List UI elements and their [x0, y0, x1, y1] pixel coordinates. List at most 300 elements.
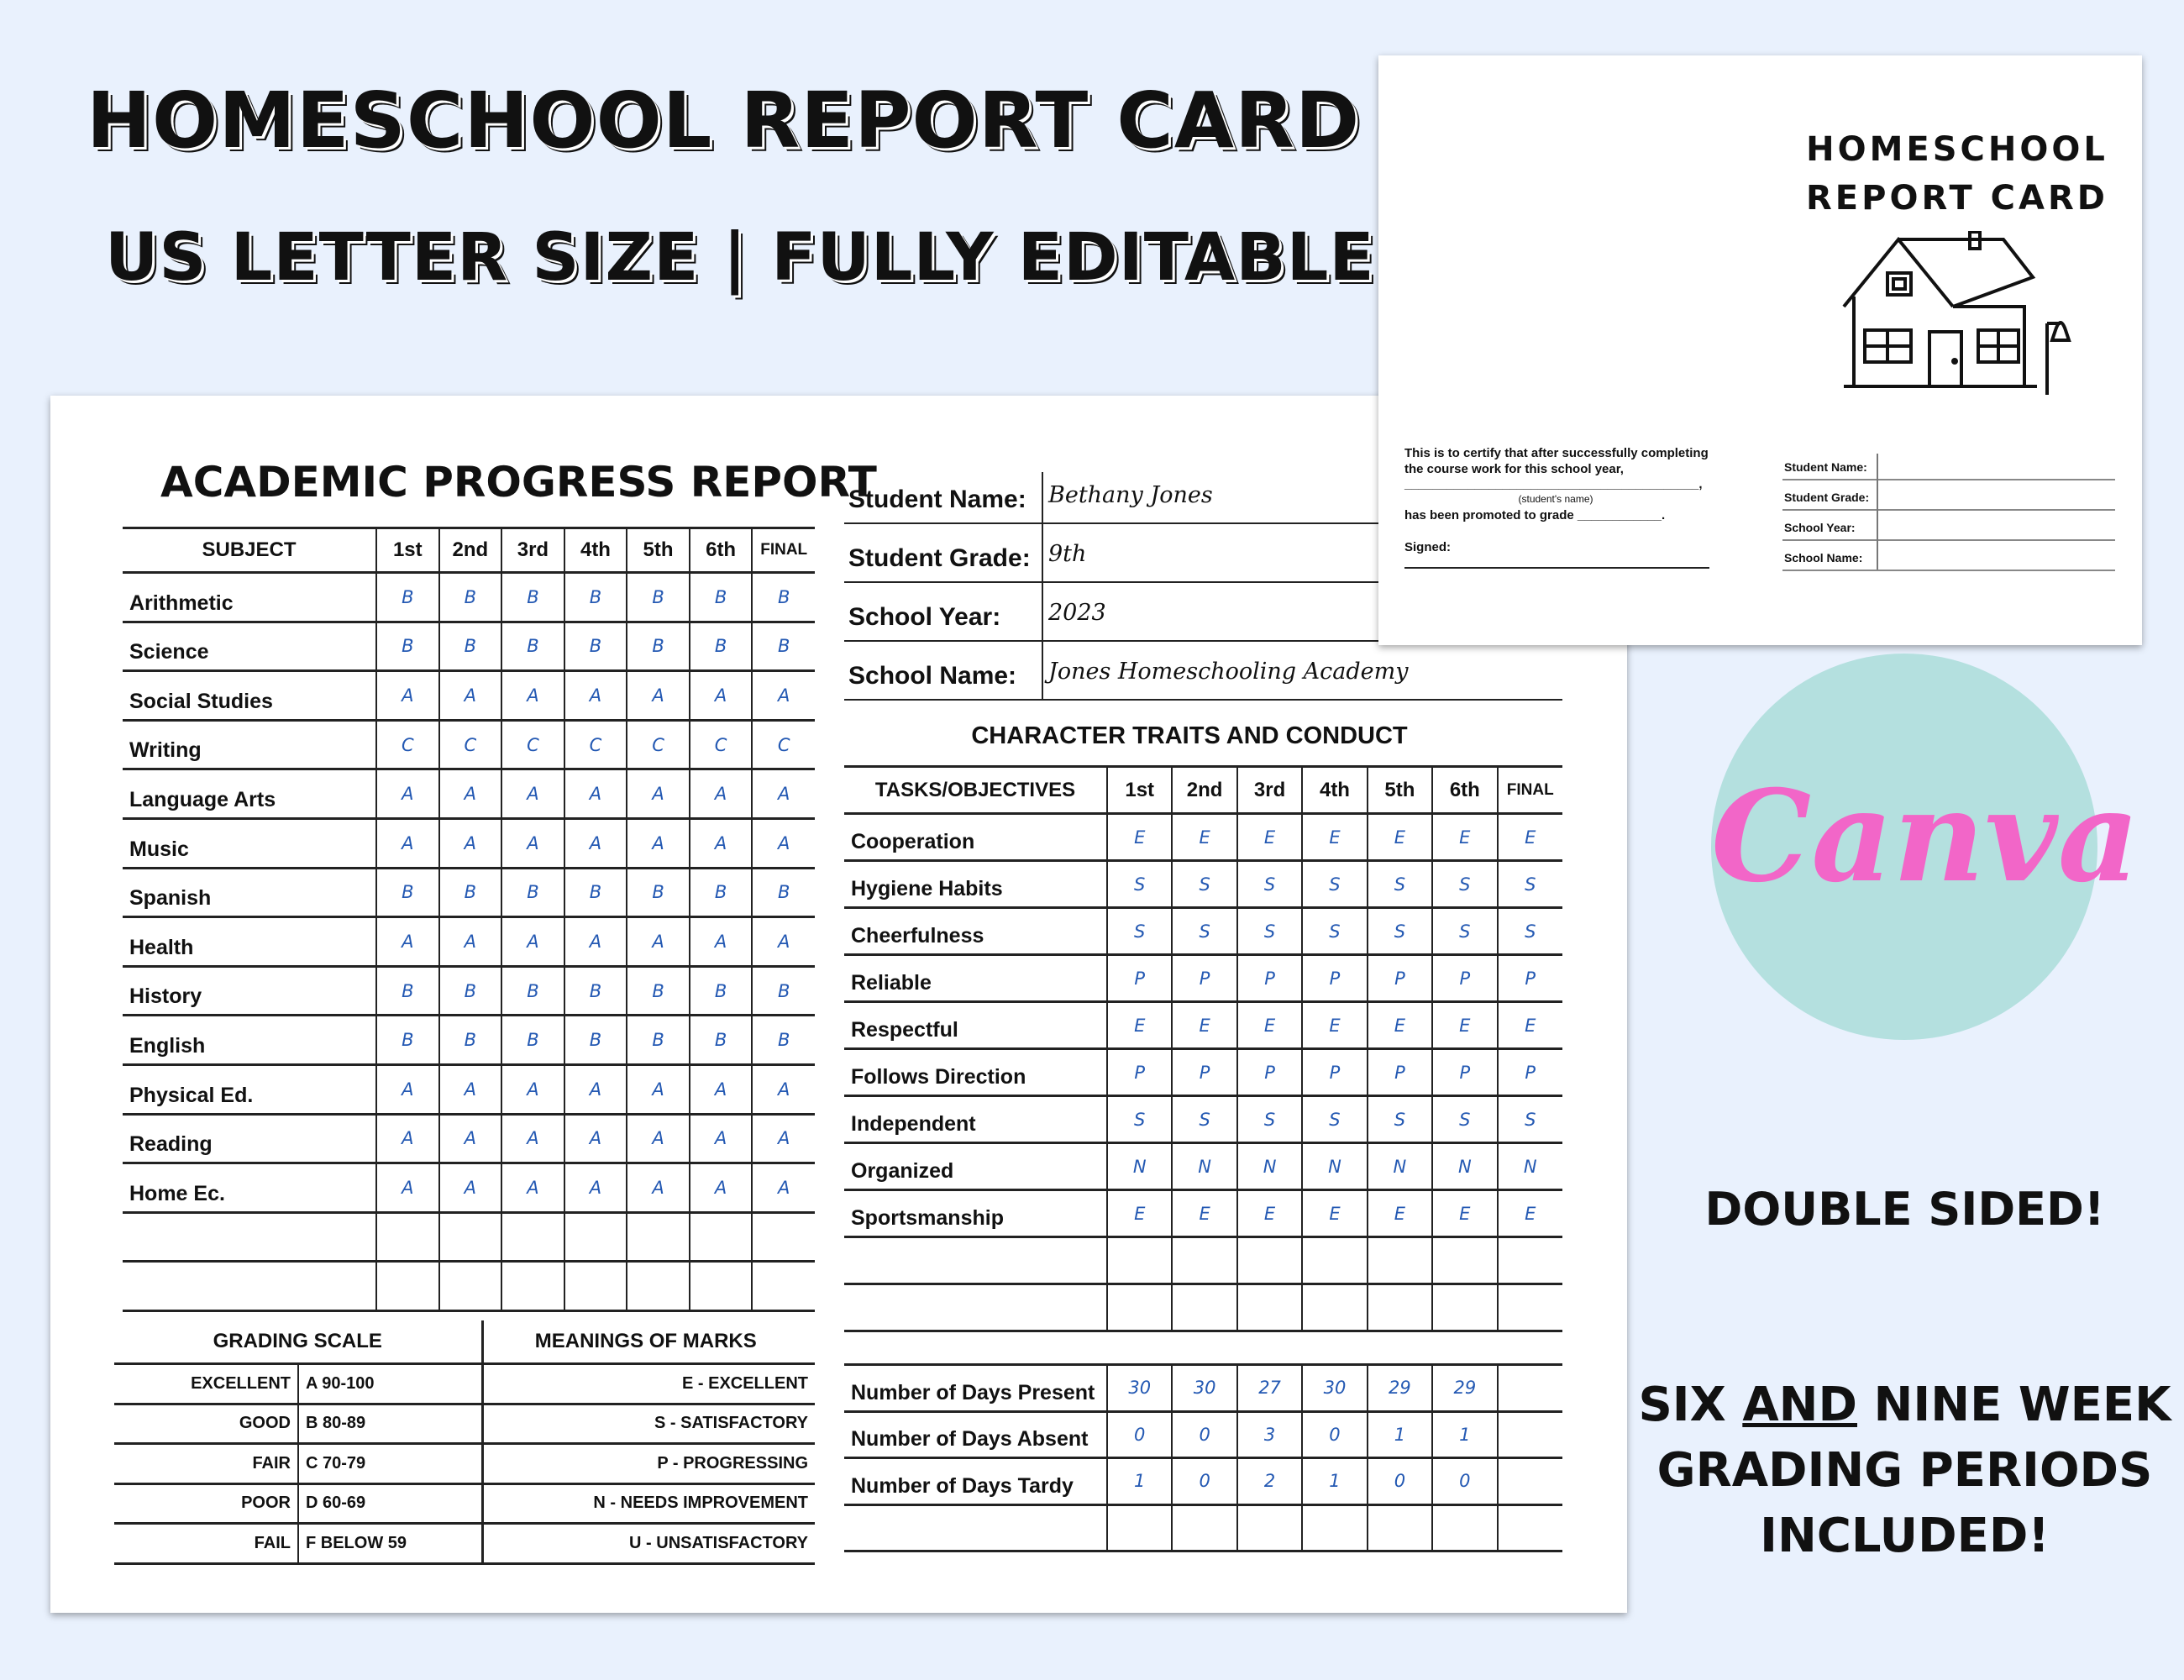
- subject-row-label: Home Ec.: [123, 1163, 376, 1213]
- grade-cell[interactable]: A: [690, 818, 753, 868]
- mark-cell[interactable]: E: [1498, 1002, 1562, 1049]
- grade-cell[interactable]: C: [627, 720, 690, 769]
- mark-cell[interactable]: P: [1107, 1049, 1172, 1096]
- grade-cell[interactable]: B: [627, 1016, 690, 1065]
- subject-row-label: English: [123, 1016, 376, 1065]
- mark-cell[interactable]: E: [1432, 814, 1497, 861]
- mark-cell[interactable]: S: [1107, 908, 1172, 955]
- grading-scale-row: [114, 1404, 815, 1444]
- subject-row-label: Social Studies: [123, 671, 376, 721]
- grade-cell[interactable]: A: [501, 1163, 564, 1213]
- grade-cell[interactable]: B: [690, 868, 753, 917]
- mark-cell[interactable]: P: [1368, 955, 1432, 1002]
- grade-cell[interactable]: C: [376, 720, 439, 769]
- mark-cell[interactable]: N: [1172, 1143, 1236, 1190]
- grade-cell[interactable]: B: [564, 1016, 627, 1065]
- grade-cell[interactable]: B: [439, 868, 502, 917]
- subject-row-label: Language Arts: [123, 769, 376, 819]
- grade-cell[interactable]: A: [439, 671, 502, 721]
- subject-row-label: Music: [123, 818, 376, 868]
- mark-cell[interactable]: E: [1302, 1002, 1367, 1049]
- back-field-label: School Year:: [1784, 521, 1856, 534]
- mark-cell[interactable]: P: [1172, 955, 1236, 1002]
- trait-column-header: TASKS/OBJECTIVES: [844, 767, 1107, 814]
- grade-cell[interactable]: B: [376, 868, 439, 917]
- subject-row: [123, 769, 815, 819]
- attendance-cell[interactable]: [1498, 1365, 1562, 1412]
- mark-cell[interactable]: [1498, 1284, 1562, 1331]
- grade-cell[interactable]: B: [564, 573, 627, 622]
- grade-cell[interactable]: [376, 1212, 439, 1262]
- character-traits-table: [844, 765, 1562, 1332]
- grade-cell[interactable]: [627, 1262, 690, 1311]
- trait-row: [844, 1237, 1562, 1284]
- trait-row: [844, 1284, 1562, 1331]
- mark-cell[interactable]: E: [1237, 814, 1302, 861]
- grade-cell[interactable]: B: [501, 1016, 564, 1065]
- grade-cell[interactable]: A: [564, 1163, 627, 1213]
- grade-cell[interactable]: A: [752, 769, 815, 819]
- trait-row: [844, 1049, 1562, 1096]
- mark-cell[interactable]: S: [1368, 908, 1432, 955]
- subject-column-header: 1st: [376, 528, 439, 573]
- mark-cell[interactable]: [1498, 1237, 1562, 1284]
- grading-periods-line1: [1621, 1378, 2184, 1432]
- mark-cell[interactable]: S: [1237, 908, 1302, 955]
- mark-cell[interactable]: P: [1237, 1049, 1302, 1096]
- grade-cell[interactable]: B: [501, 868, 564, 917]
- grading-scale-table: [114, 1320, 815, 1565]
- mark-cell[interactable]: N: [1432, 1143, 1497, 1190]
- grade-cell[interactable]: C: [501, 720, 564, 769]
- attendance-cell[interactable]: [1498, 1411, 1562, 1458]
- grade-cell[interactable]: A: [564, 671, 627, 721]
- trait-row: [844, 1190, 1562, 1237]
- mark-cell[interactable]: E: [1172, 1190, 1236, 1237]
- attendance-cell[interactable]: 30: [1172, 1365, 1236, 1412]
- mark-cell[interactable]: N: [1302, 1143, 1367, 1190]
- grading-scale-row: [114, 1524, 815, 1564]
- attendance-cell[interactable]: 0: [1302, 1411, 1367, 1458]
- back-fields-divider: [1877, 454, 1878, 570]
- grade-range: C 70-79: [298, 1444, 482, 1484]
- grade-cell[interactable]: A: [564, 818, 627, 868]
- attendance-cell[interactable]: 29: [1432, 1365, 1497, 1412]
- subject-column-header: 5th: [627, 528, 690, 573]
- mark-cell[interactable]: P: [1432, 955, 1497, 1002]
- grade-cell[interactable]: [501, 1212, 564, 1262]
- grade-cell[interactable]: B: [690, 1016, 753, 1065]
- grade-cell[interactable]: A: [752, 1163, 815, 1213]
- grade-cell[interactable]: B: [690, 966, 753, 1016]
- grade-cell[interactable]: B: [501, 573, 564, 622]
- mark-cell[interactable]: [1107, 1284, 1172, 1331]
- grade-cell[interactable]: A: [690, 1064, 753, 1114]
- mark-cell[interactable]: N: [1498, 1143, 1562, 1190]
- back-title-line2: REPORT CARD: [1806, 179, 2108, 218]
- grade-cell[interactable]: A: [752, 818, 815, 868]
- subject-row: [123, 868, 815, 917]
- grade-cell[interactable]: A: [627, 1114, 690, 1163]
- grade-cell[interactable]: A: [627, 1064, 690, 1114]
- mark-cell[interactable]: N: [1107, 1143, 1172, 1190]
- grade-cell[interactable]: A: [564, 769, 627, 819]
- grade-label: EXCELLENT: [114, 1364, 298, 1404]
- grade-cell[interactable]: B: [627, 573, 690, 622]
- mark-cell[interactable]: S: [1302, 1096, 1367, 1143]
- mark-cell[interactable]: S: [1498, 1096, 1562, 1143]
- subject-row-label: History: [123, 966, 376, 1016]
- grading-periods-line2: GRADING PERIODS: [1656, 1443, 2153, 1498]
- grade-cell[interactable]: [564, 1212, 627, 1262]
- trait-row: [844, 814, 1562, 861]
- attendance-row: [844, 1458, 1562, 1505]
- attendance-cell[interactable]: 0: [1432, 1458, 1497, 1505]
- trait-row-label: Cooperation: [844, 814, 1107, 861]
- grade-cell[interactable]: A: [752, 1064, 815, 1114]
- schoolhouse-icon: [1835, 231, 2079, 395]
- subject-row-label: Physical Ed.: [123, 1064, 376, 1114]
- grade-cell[interactable]: A: [501, 1064, 564, 1114]
- grade-cell[interactable]: A: [752, 671, 815, 721]
- back-field-line[interactable]: [1782, 479, 2115, 480]
- subject-row: [123, 917, 815, 967]
- grade-cell[interactable]: B: [627, 622, 690, 671]
- attendance-cell[interactable]: [1498, 1504, 1562, 1551]
- mark-cell[interactable]: E: [1498, 814, 1562, 861]
- subject-row-label: Spanish: [123, 868, 376, 917]
- grade-cell[interactable]: [690, 1262, 753, 1311]
- trait-column-header: FINAL: [1498, 767, 1562, 814]
- mark-cell[interactable]: S: [1498, 861, 1562, 908]
- grade-cell[interactable]: C: [564, 720, 627, 769]
- mark-meaning: U - UNSATISFACTORY: [482, 1524, 815, 1564]
- grade-cell[interactable]: B: [564, 622, 627, 671]
- mark-cell[interactable]: E: [1368, 814, 1432, 861]
- attendance-cell[interactable]: 1: [1107, 1458, 1172, 1505]
- and-text: AND: [1742, 1378, 1858, 1432]
- attendance-cell[interactable]: 27: [1237, 1365, 1302, 1412]
- grade-cell[interactable]: B: [501, 622, 564, 671]
- grade-cell[interactable]: [439, 1212, 502, 1262]
- grade-cell[interactable]: B: [376, 966, 439, 1016]
- trait-row-label: Sportsmanship: [844, 1190, 1107, 1237]
- mark-cell[interactable]: [1432, 1237, 1497, 1284]
- grade-cell[interactable]: A: [376, 1163, 439, 1213]
- promoted-text: has been promoted to grade ____________.: [1404, 508, 1666, 522]
- grade-cell[interactable]: A: [439, 1114, 502, 1163]
- attendance-cell[interactable]: 1: [1432, 1411, 1497, 1458]
- trait-row: [844, 1096, 1562, 1143]
- attendance-table: [844, 1363, 1562, 1552]
- mark-cell[interactable]: [1302, 1284, 1367, 1331]
- attendance-cell[interactable]: [1302, 1504, 1367, 1551]
- student-info-line: [844, 699, 1562, 701]
- grade-cell[interactable]: A: [627, 769, 690, 819]
- mark-cell[interactable]: [1237, 1237, 1302, 1284]
- grade-cell[interactable]: [752, 1212, 815, 1262]
- character-traits-title: CHARACTER TRAITS AND CONDUCT: [971, 722, 1408, 749]
- mark-cell[interactable]: S: [1498, 908, 1562, 955]
- mark-cell[interactable]: E: [1498, 1190, 1562, 1237]
- attendance-cell[interactable]: 1: [1368, 1411, 1432, 1458]
- grade-cell[interactable]: B: [501, 966, 564, 1016]
- mark-cell[interactable]: [1107, 1237, 1172, 1284]
- grade-cell[interactable]: A: [627, 917, 690, 967]
- student-info-value[interactable]: Bethany Jones: [1048, 482, 1213, 508]
- grade-cell[interactable]: A: [690, 1114, 753, 1163]
- mark-cell[interactable]: P: [1368, 1049, 1432, 1096]
- trait-row: [844, 1143, 1562, 1190]
- grade-cell[interactable]: A: [439, 818, 502, 868]
- mark-cell[interactable]: S: [1172, 1096, 1236, 1143]
- grade-cell[interactable]: B: [690, 573, 753, 622]
- mark-cell[interactable]: E: [1432, 1190, 1497, 1237]
- canva-logo: [1711, 654, 2139, 1040]
- attendance-cell[interactable]: [1172, 1504, 1236, 1551]
- grade-cell[interactable]: A: [376, 671, 439, 721]
- attendance-row-label: [844, 1504, 1107, 1551]
- attendance-cell[interactable]: 3: [1237, 1411, 1302, 1458]
- grade-cell[interactable]: A: [690, 917, 753, 967]
- grade-cell[interactable]: [376, 1262, 439, 1311]
- grade-cell[interactable]: [627, 1212, 690, 1262]
- grade-cell[interactable]: B: [439, 573, 502, 622]
- subject-row: [123, 1212, 815, 1262]
- mark-cell[interactable]: S: [1432, 908, 1497, 955]
- grade-cell[interactable]: A: [376, 1064, 439, 1114]
- subject-row-label: Science: [123, 622, 376, 671]
- grade-cell[interactable]: A: [376, 917, 439, 967]
- subject-column-header: 3rd: [501, 528, 564, 573]
- mark-cell[interactable]: P: [1237, 955, 1302, 1002]
- grade-cell[interactable]: A: [752, 1114, 815, 1163]
- mark-cell[interactable]: S: [1432, 861, 1497, 908]
- grade-cell[interactable]: B: [627, 966, 690, 1016]
- grade-range: F BELOW 59: [298, 1524, 482, 1564]
- attendance-cell[interactable]: 1: [1302, 1458, 1367, 1505]
- mark-cell[interactable]: S: [1237, 1096, 1302, 1143]
- grade-cell[interactable]: A: [564, 1114, 627, 1163]
- attendance-cell[interactable]: [1107, 1504, 1172, 1551]
- subject-column-header: SUBJECT: [123, 528, 376, 573]
- grade-cell[interactable]: A: [501, 818, 564, 868]
- certify-text: This is to certify that after successfully completing the course work for this school year,: [1404, 446, 1709, 476]
- mark-cell[interactable]: N: [1237, 1143, 1302, 1190]
- grade-label: FAIL: [114, 1524, 298, 1564]
- mark-cell[interactable]: P: [1107, 955, 1172, 1002]
- mark-cell[interactable]: E: [1237, 1002, 1302, 1049]
- canva-logo-text: Canva: [1711, 763, 2139, 911]
- grade-cell[interactable]: B: [752, 622, 815, 671]
- attendance-cell[interactable]: 0: [1172, 1458, 1236, 1505]
- mark-cell[interactable]: P: [1498, 1049, 1562, 1096]
- back-title-line1: HOMESCHOOL: [1806, 130, 2108, 169]
- student-info-label: Student Grade:: [848, 544, 1031, 572]
- attendance-cell[interactable]: 2: [1237, 1458, 1302, 1505]
- grade-cell[interactable]: B: [627, 868, 690, 917]
- attendance-cell[interactable]: 0: [1172, 1411, 1236, 1458]
- mark-cell[interactable]: P: [1302, 1049, 1367, 1096]
- mark-cell[interactable]: E: [1237, 1190, 1302, 1237]
- grade-cell[interactable]: B: [690, 622, 753, 671]
- student-info-label: School Year:: [848, 603, 1001, 631]
- student-info-value[interactable]: 9th: [1048, 541, 1087, 567]
- mark-cell[interactable]: P: [1172, 1049, 1236, 1096]
- mark-cell[interactable]: [1368, 1237, 1432, 1284]
- trait-column-header: 5th: [1368, 767, 1432, 814]
- grade-cell[interactable]: C: [690, 720, 753, 769]
- grade-cell[interactable]: A: [376, 1114, 439, 1163]
- mark-cell[interactable]: [1172, 1237, 1236, 1284]
- mark-cell[interactable]: E: [1368, 1002, 1432, 1049]
- trait-row-label: [844, 1284, 1107, 1331]
- grade-cell[interactable]: A: [376, 818, 439, 868]
- mark-cell[interactable]: P: [1498, 955, 1562, 1002]
- subject-row-label: Health: [123, 917, 376, 967]
- mark-cell[interactable]: P: [1432, 1049, 1497, 1096]
- grade-cell[interactable]: [690, 1212, 753, 1262]
- grade-cell[interactable]: A: [564, 917, 627, 967]
- grade-cell[interactable]: [564, 1262, 627, 1311]
- six-text: SIX: [1638, 1378, 1743, 1432]
- subject-row: [123, 966, 815, 1016]
- grade-cell[interactable]: [501, 1262, 564, 1311]
- trait-column-header: 4th: [1302, 767, 1367, 814]
- mark-cell[interactable]: S: [1107, 861, 1172, 908]
- grade-cell[interactable]: B: [752, 868, 815, 917]
- mark-cell[interactable]: E: [1107, 1002, 1172, 1049]
- meanings-title: MEANINGS OF MARKS: [482, 1320, 815, 1364]
- mark-cell[interactable]: E: [1107, 1190, 1172, 1237]
- mark-cell[interactable]: [1237, 1284, 1302, 1331]
- attendance-cell[interactable]: 0: [1368, 1458, 1432, 1505]
- grade-cell[interactable]: A: [690, 671, 753, 721]
- signed-label: Signed:: [1404, 540, 1451, 554]
- mark-cell[interactable]: N: [1368, 1143, 1432, 1190]
- attendance-cell[interactable]: 29: [1368, 1365, 1432, 1412]
- subject-row: [123, 1163, 815, 1213]
- student-info-value[interactable]: 2023: [1048, 600, 1106, 626]
- mark-cell[interactable]: E: [1302, 814, 1367, 861]
- grade-cell[interactable]: A: [627, 818, 690, 868]
- trait-row-label: Respectful: [844, 1002, 1107, 1049]
- trait-row-label: Hygiene Habits: [844, 861, 1107, 908]
- subject-column-header: 2nd: [439, 528, 502, 573]
- mark-cell[interactable]: S: [1368, 1096, 1432, 1143]
- grade-cell[interactable]: B: [376, 573, 439, 622]
- grade-cell[interactable]: B: [752, 966, 815, 1016]
- grade-cell[interactable]: B: [376, 1016, 439, 1065]
- mark-cell[interactable]: [1172, 1284, 1236, 1331]
- trait-column-header: 3rd: [1237, 767, 1302, 814]
- grade-cell[interactable]: B: [564, 966, 627, 1016]
- mark-cell[interactable]: S: [1432, 1096, 1497, 1143]
- trait-column-header: 2nd: [1172, 767, 1236, 814]
- grade-cell[interactable]: C: [439, 720, 502, 769]
- grade-cell[interactable]: A: [439, 769, 502, 819]
- attendance-cell[interactable]: [1368, 1504, 1432, 1551]
- grade-cell[interactable]: A: [627, 1163, 690, 1213]
- attendance-cell[interactable]: [1432, 1504, 1497, 1551]
- mark-cell[interactable]: E: [1368, 1190, 1432, 1237]
- mark-cell[interactable]: S: [1172, 908, 1236, 955]
- grade-cell[interactable]: A: [690, 1163, 753, 1213]
- mark-cell[interactable]: S: [1302, 908, 1367, 955]
- back-field-line[interactable]: [1782, 539, 2115, 541]
- info-divider: [1042, 472, 1043, 699]
- subject-row: [123, 818, 815, 868]
- student-info-label: School Name:: [848, 662, 1017, 690]
- back-field-line[interactable]: [1782, 570, 2115, 571]
- mark-cell[interactable]: E: [1172, 814, 1236, 861]
- mark-cell[interactable]: [1302, 1237, 1367, 1284]
- trait-row-label: Follows Direction: [844, 1049, 1107, 1096]
- mark-cell[interactable]: S: [1172, 861, 1236, 908]
- student-info-value[interactable]: Jones Homeschooling Academy: [1048, 659, 1409, 685]
- grade-cell[interactable]: A: [752, 917, 815, 967]
- grading-scale-row: [114, 1364, 815, 1404]
- back-field-line[interactable]: [1782, 509, 2115, 511]
- mark-meaning: S - SATISFACTORY: [482, 1404, 815, 1444]
- mark-cell[interactable]: [1368, 1284, 1432, 1331]
- mark-cell[interactable]: E: [1302, 1190, 1367, 1237]
- grade-cell[interactable]: [752, 1262, 815, 1311]
- mark-cell[interactable]: S: [1107, 1096, 1172, 1143]
- attendance-cell[interactable]: 30: [1302, 1365, 1367, 1412]
- grade-label: FAIR: [114, 1444, 298, 1484]
- mark-cell[interactable]: S: [1302, 861, 1367, 908]
- mark-cell[interactable]: E: [1172, 1002, 1236, 1049]
- attendance-cell[interactable]: [1498, 1458, 1562, 1505]
- mark-cell[interactable]: E: [1107, 814, 1172, 861]
- grade-cell[interactable]: B: [564, 868, 627, 917]
- attendance-cell[interactable]: 30: [1107, 1365, 1172, 1412]
- attendance-row: [844, 1365, 1562, 1412]
- student-info-label: Student Name:: [848, 486, 1026, 513]
- grade-cell[interactable]: B: [439, 1016, 502, 1065]
- grade-cell[interactable]: C: [752, 720, 815, 769]
- grade-cell[interactable]: A: [439, 1163, 502, 1213]
- attendance-cell[interactable]: 0: [1107, 1411, 1172, 1458]
- mark-cell[interactable]: S: [1237, 861, 1302, 908]
- grade-cell[interactable]: A: [501, 1114, 564, 1163]
- grade-cell[interactable]: A: [439, 1064, 502, 1114]
- grade-cell[interactable]: A: [376, 769, 439, 819]
- grade-cell[interactable]: B: [752, 1016, 815, 1065]
- grade-cell[interactable]: B: [376, 622, 439, 671]
- grade-cell[interactable]: B: [439, 966, 502, 1016]
- grade-cell[interactable]: B: [439, 622, 502, 671]
- grade-cell[interactable]: A: [439, 917, 502, 967]
- report-title: ACADEMIC PROGRESS REPORT: [160, 458, 877, 507]
- student-name-caption: (student's name): [1518, 493, 1593, 505]
- grade-cell[interactable]: B: [752, 573, 815, 622]
- grade-cell[interactable]: A: [501, 671, 564, 721]
- grade-cell[interactable]: A: [564, 1064, 627, 1114]
- mark-cell[interactable]: [1432, 1284, 1497, 1331]
- grade-cell[interactable]: A: [627, 671, 690, 721]
- back-field-label: Student Grade:: [1784, 491, 1870, 504]
- attendance-cell[interactable]: [1237, 1504, 1302, 1551]
- grade-cell[interactable]: [439, 1262, 502, 1311]
- mark-cell[interactable]: E: [1432, 1002, 1497, 1049]
- mark-cell[interactable]: P: [1302, 955, 1367, 1002]
- grade-cell[interactable]: A: [501, 917, 564, 967]
- grade-cell[interactable]: A: [690, 769, 753, 819]
- grade-cell[interactable]: A: [501, 769, 564, 819]
- mark-cell[interactable]: S: [1368, 861, 1432, 908]
